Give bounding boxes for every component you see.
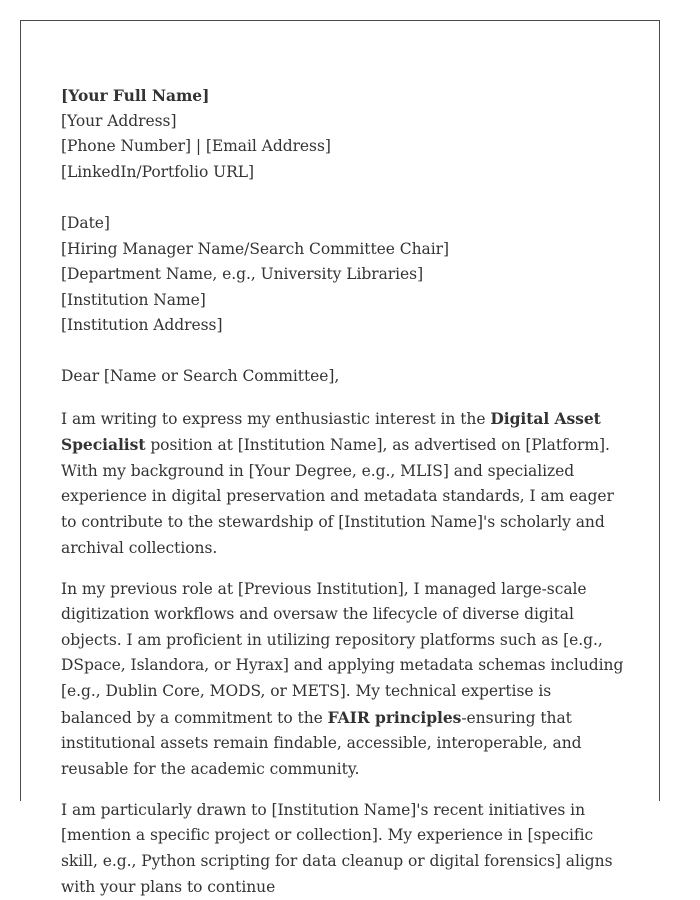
- paragraph-1-text-end: position at [Institution Name], as advertised on [Platform]. With my background in [Your Degree, e.g., MLIS] and specialized experience in digital preservation and metadata standards, I am eager to contribute to the stewardship of [Institution Name]'s scholarly and archival collections.: [61, 436, 614, 557]
- job-title-emphasis: Digital Asset Specialist: [61, 408, 601, 455]
- sender-address: [Your Address]: [61, 111, 177, 130]
- recipient-manager: [Hiring Manager Name/Search Committee Chair]: [61, 239, 449, 258]
- sender-phone-email: [Phone Number] | [Email Address]: [61, 137, 331, 156]
- salutation: Dear [Name or Search Committee],: [61, 366, 340, 385]
- body-paragraph-1: [61, 406, 626, 562]
- sender-name: [Your Full Name]: [61, 86, 210, 105]
- recipient-department: [Department Name, e.g., University Libraries]: [61, 265, 424, 284]
- paragraph-2-text-start: In my previous role at [Previous Institution], I managed large-scale digitization workflows and oversaw the lifecycle of diverse digital objects. I am proficient in utilizing repository platforms such as [e.g., DSpace, Islandora, or Hyrax] and applying metadata schemas including [e.g., Dublin Core, MODS, or METS]. My technical expertise is balanced by a commitment to the: [61, 579, 624, 727]
- body-paragraph-3: I am particularly drawn to [Institution Name]'s recent initiatives in [mention a specific project or collection]. My experience in [specific skill, e.g., Python scripting for data cleanup or digital forensics] aligns with your plans to continue: [61, 800, 613, 896]
- letter-date: [Date]: [61, 213, 110, 232]
- letter-page: [20, 20, 660, 896]
- paragraph-1-text-start: I am writing to express my enthusiastic interest in the: [61, 409, 491, 428]
- recipient-institution-address: [Institution Address]: [61, 316, 223, 335]
- fair-principles-emphasis: FAIR principles: [327, 707, 462, 727]
- paragraph-2-text-end: -ensuring that institutional assets remain findable, accessible, interoperable, and reusable for the academic community.: [61, 708, 582, 778]
- letter-content: [61, 83, 626, 900]
- spacer: [61, 185, 626, 211]
- sender-url: [LinkedIn/Portfolio URL]: [61, 162, 254, 181]
- recipient-institution: [Institution Name]: [61, 290, 206, 309]
- body-paragraph-2: [61, 577, 626, 783]
